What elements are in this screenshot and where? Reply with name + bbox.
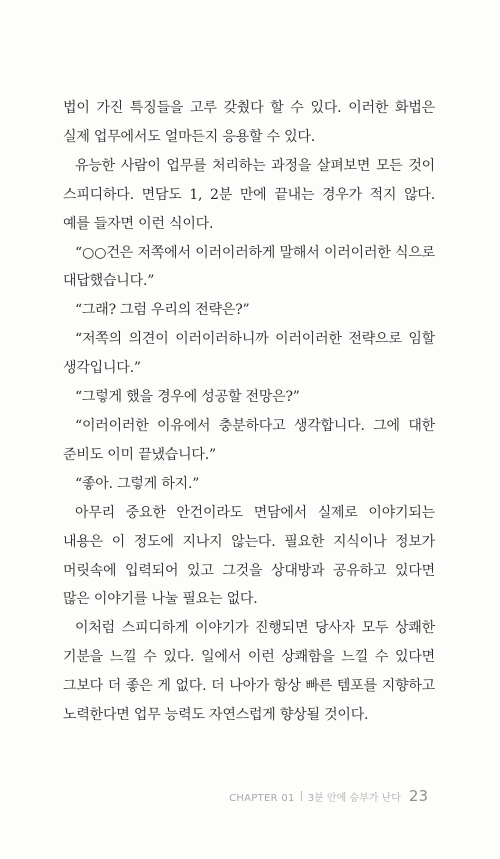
- paragraph-4: “그래? 그럼 우리의 전략은?”: [75, 302, 250, 319]
- body-text: [63, 94, 435, 730]
- chapter-title: 3분 안에 승부가 난다: [307, 793, 401, 804]
- paragraph-7: “이러이러한 이유에서 충분하다고 생각합니다. 그에 대한 준비도 이미 끝냈습니다.”: [63, 417, 435, 463]
- paragraph-5: “저쪽의 의견이 이러이러하니까 이러이러한 전략으로 임할 생각입니다.”: [63, 331, 435, 377]
- footer-divider: [301, 791, 302, 801]
- paragraph-10: 이처럼 스피디하게 이야기가 진행되면 당사자 모두 상쾌한 기분을 느낄 수 있다. 일에서 이런 상쾌함을 느낄 수 있다면 그보다 더 좋은 게 없다. 더 나아가 항상 빠른 템포를 지향하고 노력한다면 업무 능력도 자연스럽게 향상될 것이다.: [63, 620, 435, 724]
- chapter-label: CHAPTER 01: [229, 793, 295, 804]
- paragraph-6: “그렇게 했을 경우에 성공할 전망은?”: [75, 389, 300, 406]
- paragraph-9: 아무리 중요한 안건이라도 면담에서 실제로 이야기되는 내용은 이 정도에 지나지 않는다. 필요한 지식이나 정보가 머릿속에 입력되어 있고 그것을 상대방과 공유하고 있다면 많은 이야기를 나눌 필요는 없다.: [63, 504, 435, 608]
- page-footer: [229, 787, 428, 805]
- paragraph-1: 법이 가진 특징들을 고루 갖췄다 할 수 있다. 이러한 화법은 실제 업무에서도 얼마든지 응용할 수 있다.: [63, 100, 435, 145]
- paragraph-3: “○○건은 저쪽에서 이러이러하게 말해서 이러이러한 식으로 대답했습니다.”: [63, 244, 435, 290]
- paragraph-8: “좋아. 그렇게 하지.”: [75, 475, 200, 492]
- page-number: 23: [408, 787, 428, 805]
- paragraph-2: 유능한 사람이 업무를 처리하는 과정을 살펴보면 모든 것이 스피디하다. 면담도 1, 2분 만에 끝내는 경우가 적지 않다. 예를 들자면 이런 식이다.: [63, 157, 435, 232]
